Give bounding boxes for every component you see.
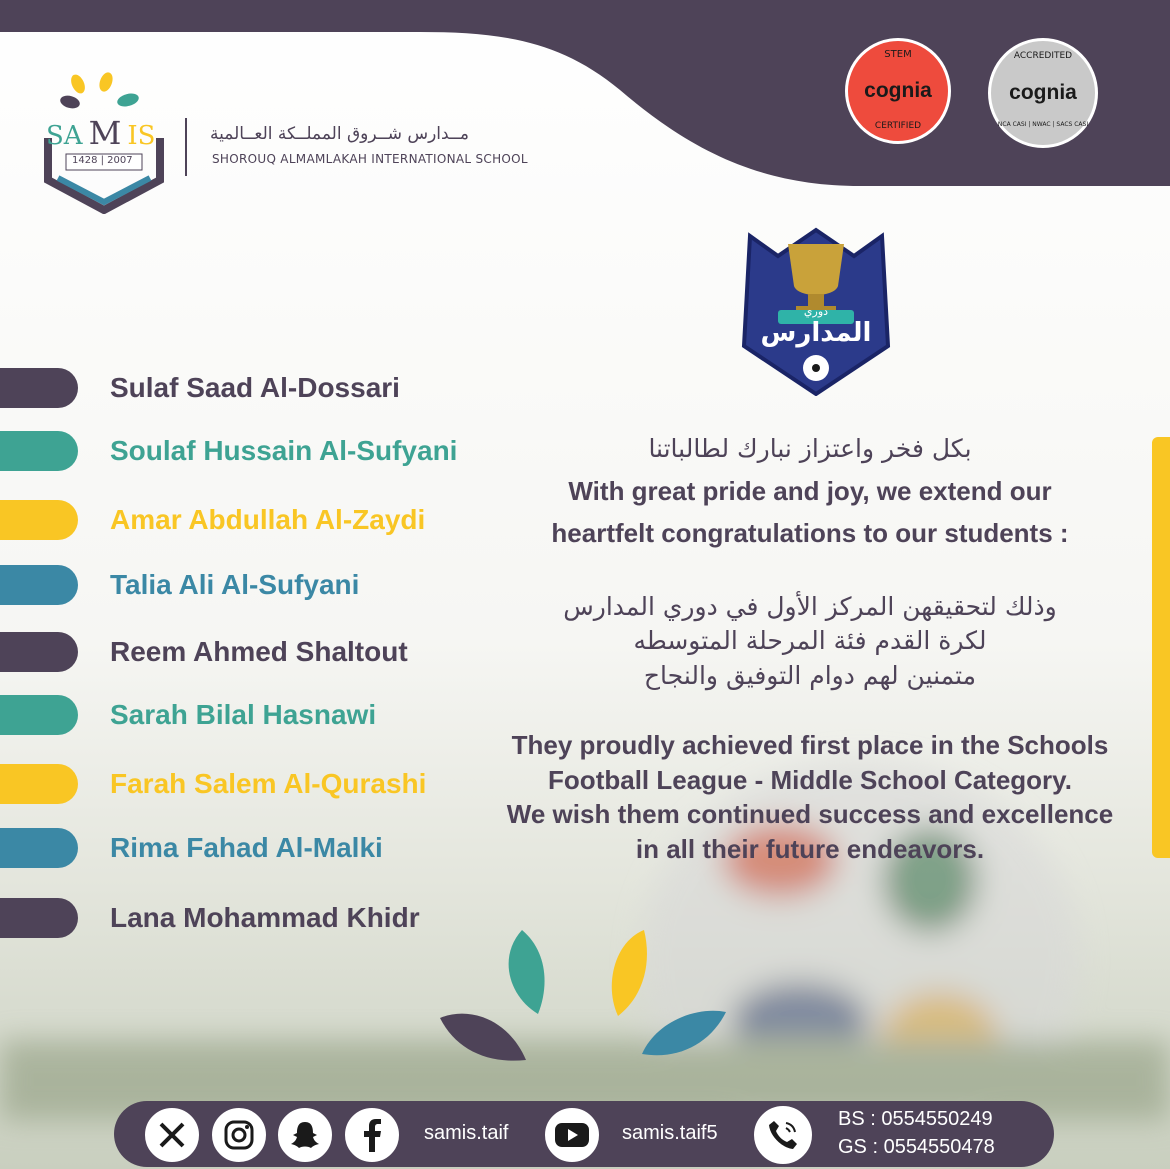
instagram-icon[interactable] bbox=[210, 1106, 268, 1164]
logo-years: 1428 | 2007 bbox=[72, 155, 133, 166]
stem-cognia-badge: STEM cognia CERTIFIED bbox=[845, 38, 951, 144]
student-item bbox=[0, 896, 480, 940]
student-color-pill bbox=[0, 431, 78, 471]
message-ar-line1: بكل فخر واعتزاز نبارك لطالباتنا bbox=[648, 434, 972, 463]
message-ar-line2: وذلك لتحقيقهن المركز الأول في دوري المدارس bbox=[563, 592, 1057, 621]
student-name: Sulaf Saad Al-Dossari bbox=[110, 372, 400, 403]
student-name: Sarah Bilal Hasnawi bbox=[110, 699, 377, 730]
school-name-en: SHOROUQ ALMAMLAKAH INTERNATIONAL SCHOOL bbox=[212, 152, 528, 166]
student-item bbox=[0, 826, 480, 870]
student-name: Rima Fahad Al-Malki bbox=[110, 832, 383, 863]
x-icon[interactable] bbox=[143, 1106, 201, 1164]
facebook-icon[interactable] bbox=[343, 1106, 401, 1164]
accredited-cognia-badge: ACCREDITED cognia NCA CASI | NWAC | SACS CASI bbox=[988, 38, 1098, 148]
message-en-line3: They proudly achieved first place in the Schools bbox=[511, 730, 1109, 760]
student-color-pill bbox=[0, 695, 78, 735]
student-name: Farah Salem Al-Qurashi bbox=[110, 768, 427, 799]
student-color-pill bbox=[0, 565, 78, 605]
student-name: Soulaf Hussain Al-Sufyani bbox=[110, 435, 458, 466]
youtube-icon[interactable] bbox=[543, 1106, 601, 1164]
student-color-pill bbox=[0, 368, 78, 408]
student-color-pill bbox=[0, 898, 78, 938]
league-logo-small: دوري bbox=[803, 305, 829, 318]
footer-handle-2[interactable]: samis.taif5 bbox=[622, 1122, 718, 1144]
student-name: Amar Abdullah Al-Zaydi bbox=[110, 504, 426, 535]
student-color-pill bbox=[0, 632, 78, 672]
message-en-line4: Football League - Middle School Category. bbox=[548, 765, 1072, 795]
student-name: Lana Mohammad Khidr bbox=[110, 902, 420, 933]
footer-phone-gs[interactable]: GS : 0554550478 bbox=[838, 1136, 995, 1158]
logo-divider bbox=[185, 118, 187, 176]
decorative-leaves bbox=[438, 926, 728, 1066]
accent-yellow-bar bbox=[1152, 437, 1170, 858]
message-ar-line3: لكرة القدم فئة المرحلة المتوسطه bbox=[633, 626, 987, 655]
footer-handle-1[interactable]: samis.taif bbox=[424, 1122, 509, 1144]
student-item bbox=[0, 630, 480, 674]
message-en-line6: in all their future endeavors. bbox=[635, 834, 985, 864]
student-name: Reem Ahmed Shaltout bbox=[110, 636, 408, 667]
student-item bbox=[0, 693, 480, 737]
student-item bbox=[0, 498, 480, 542]
message-en-line1: With great pride and joy, we extend our bbox=[568, 476, 1052, 506]
student-color-pill bbox=[0, 764, 78, 804]
student-name: Talia Ali Al-Sufyani bbox=[110, 569, 360, 600]
message-en-line2: heartfelt congratulations to our students : bbox=[551, 518, 1069, 548]
message-ar-line4: متمنين لهم دوام التوفيق والنجاح bbox=[643, 661, 977, 690]
student-item bbox=[0, 366, 480, 410]
snapchat-icon[interactable] bbox=[276, 1106, 334, 1164]
student-item bbox=[0, 762, 480, 806]
message-en-line5: We wish them continued success and excellence bbox=[506, 799, 1114, 829]
league-logo-big: المدارس bbox=[760, 318, 872, 348]
student-color-pill bbox=[0, 828, 78, 868]
student-color-pill bbox=[0, 500, 78, 540]
school-name-ar: مــدارس شــروق المملــكة العــالمية bbox=[210, 124, 470, 144]
student-item bbox=[0, 563, 480, 607]
student-item bbox=[0, 429, 480, 473]
logo-letters: SA M IS bbox=[46, 114, 156, 152]
phone-icon[interactable] bbox=[752, 1104, 814, 1166]
footer-phone-bs[interactable]: BS : 0554550249 bbox=[838, 1108, 993, 1130]
